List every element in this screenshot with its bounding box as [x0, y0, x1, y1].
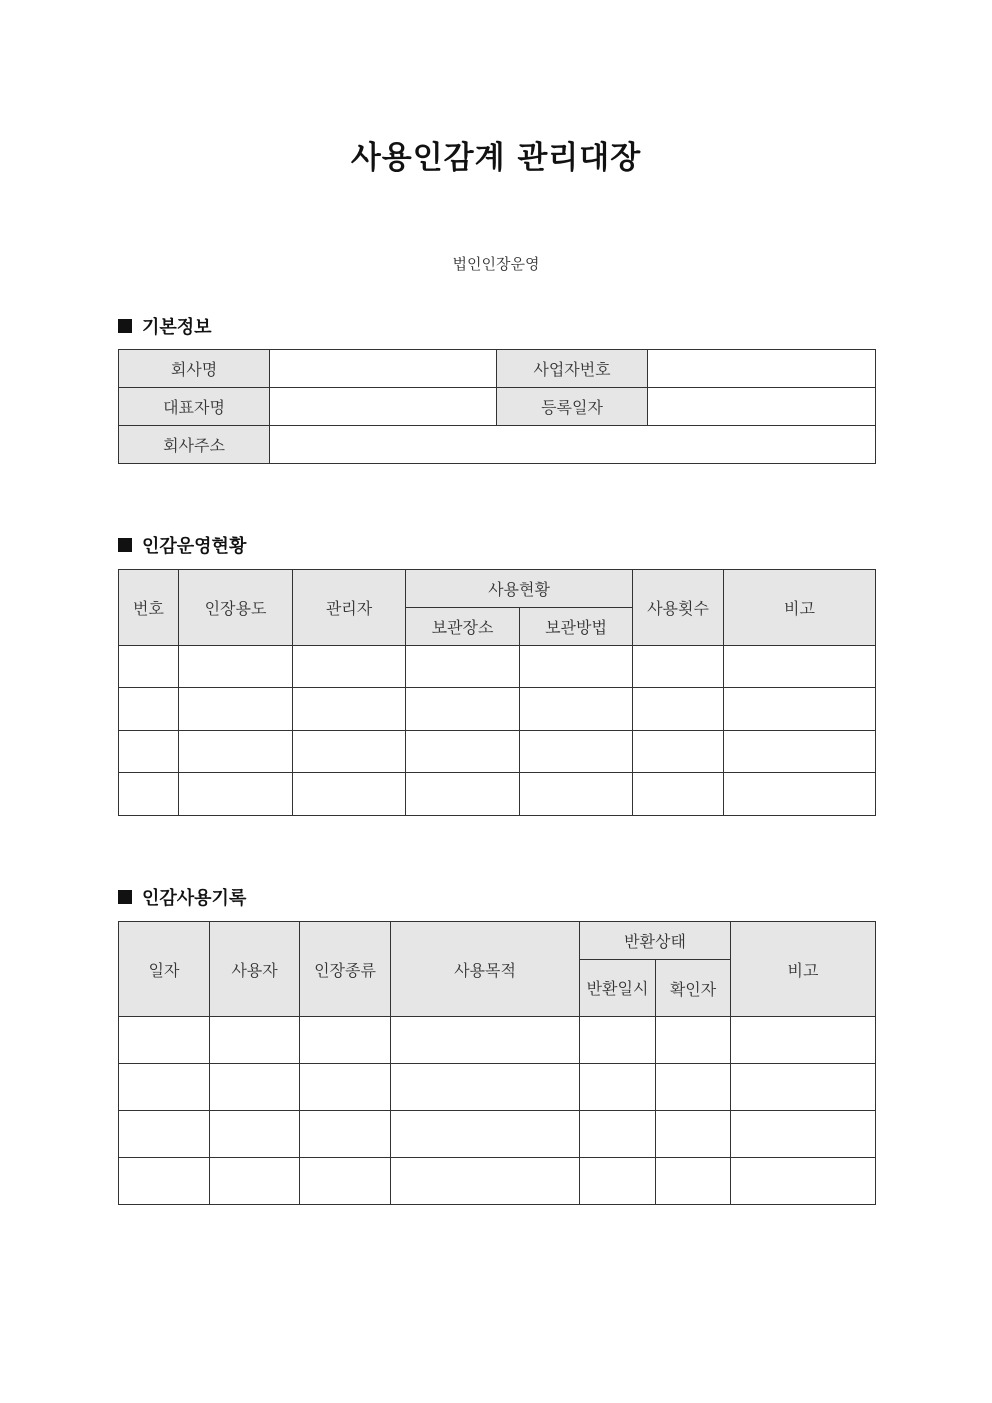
company-name-label: 회사명 — [119, 350, 270, 388]
table-row — [119, 688, 876, 731]
company-address-field[interactable] — [270, 426, 876, 464]
table-cell[interactable] — [520, 688, 633, 731]
table-cell[interactable] — [119, 688, 179, 731]
table-cell[interactable] — [520, 646, 633, 688]
registration-date-field[interactable] — [648, 388, 876, 426]
table-cell[interactable] — [520, 773, 633, 816]
table-cell[interactable] — [724, 646, 876, 688]
table-cell[interactable] — [179, 773, 293, 816]
table-cell[interactable] — [210, 1158, 300, 1205]
table-row — [119, 1158, 876, 1205]
table-cell[interactable] — [633, 688, 724, 731]
table-row — [119, 350, 876, 388]
header-user: 사용자 — [210, 922, 300, 1017]
table-cell[interactable] — [210, 1017, 300, 1064]
header-remarks: 비고 — [724, 570, 876, 646]
table-cell[interactable] — [724, 773, 876, 816]
header-storage-location: 보관장소 — [406, 608, 520, 646]
table-cell[interactable] — [731, 1064, 876, 1111]
table-row — [119, 426, 876, 464]
table-row — [119, 1064, 876, 1111]
table-cell[interactable] — [210, 1111, 300, 1158]
table-cell[interactable] — [210, 1064, 300, 1111]
table-cell[interactable] — [724, 731, 876, 773]
table-cell[interactable] — [300, 1064, 391, 1111]
table-cell[interactable] — [656, 1111, 731, 1158]
table-cell[interactable] — [119, 1064, 210, 1111]
header-usage-status: 사용현황 — [406, 570, 633, 608]
table-cell[interactable] — [119, 646, 179, 688]
table-cell[interactable] — [731, 1111, 876, 1158]
company-address-label: 회사주소 — [119, 426, 270, 464]
company-name-field[interactable] — [270, 350, 497, 388]
table-cell[interactable] — [293, 688, 406, 731]
header-manager: 관리자 — [293, 570, 406, 646]
table-cell[interactable] — [731, 1017, 876, 1064]
seal-usage-log-table — [118, 921, 876, 1205]
table-cell[interactable] — [391, 1158, 580, 1205]
header-seal-purpose: 인장용도 — [179, 570, 293, 646]
representative-field[interactable] — [270, 388, 497, 426]
table-cell[interactable] — [633, 646, 724, 688]
header-number: 번호 — [119, 570, 179, 646]
table-cell[interactable] — [633, 731, 724, 773]
section-heading-seal-status — [118, 532, 246, 558]
section-heading-basic-info — [118, 313, 212, 339]
table-cell[interactable] — [580, 1111, 656, 1158]
table-cell[interactable] — [580, 1064, 656, 1111]
header-return-status: 반환상태 — [580, 922, 731, 960]
business-number-label: 사업자번호 — [497, 350, 648, 388]
table-cell[interactable] — [293, 773, 406, 816]
table-row — [119, 1111, 876, 1158]
header-purpose: 사용목적 — [391, 922, 580, 1017]
table-cell[interactable] — [656, 1158, 731, 1205]
table-cell[interactable] — [293, 646, 406, 688]
representative-label: 대표자명 — [119, 388, 270, 426]
square-bullet-icon — [118, 538, 132, 552]
table-cell[interactable] — [580, 1158, 656, 1205]
table-cell[interactable] — [731, 1158, 876, 1205]
table-cell[interactable] — [520, 731, 633, 773]
header-date: 일자 — [119, 922, 210, 1017]
table-cell[interactable] — [300, 1017, 391, 1064]
table-cell[interactable] — [406, 646, 520, 688]
header-confirmer: 확인자 — [656, 960, 731, 1017]
registration-date-label: 등록일자 — [497, 388, 648, 426]
basic-info-table — [118, 349, 876, 464]
table-cell[interactable] — [406, 688, 520, 731]
table-cell[interactable] — [179, 688, 293, 731]
section-label: 인감사용기록 — [142, 888, 247, 909]
square-bullet-icon — [118, 890, 132, 904]
table-cell[interactable] — [724, 688, 876, 731]
square-bullet-icon — [118, 319, 132, 333]
table-row — [119, 773, 876, 816]
table-cell[interactable] — [633, 773, 724, 816]
table-cell[interactable] — [119, 1017, 210, 1064]
header-storage-method: 보관방법 — [520, 608, 633, 646]
table-cell[interactable] — [656, 1064, 731, 1111]
table-cell[interactable] — [391, 1111, 580, 1158]
header-return-datetime: 반환일시 — [580, 960, 656, 1017]
page-title: 사용인감계 관리대장 — [350, 140, 642, 176]
table-cell[interactable] — [300, 1111, 391, 1158]
table-cell[interactable] — [391, 1064, 580, 1111]
table-row — [119, 1017, 876, 1064]
table-cell[interactable] — [580, 1017, 656, 1064]
seal-status-table — [118, 569, 876, 816]
table-cell[interactable] — [293, 731, 406, 773]
section-label: 인감운영현황 — [142, 536, 247, 557]
table-row — [119, 731, 876, 773]
table-cell[interactable] — [179, 646, 293, 688]
table-cell[interactable] — [119, 1158, 210, 1205]
header-remarks: 비고 — [731, 922, 876, 1017]
table-row — [119, 388, 876, 426]
header-usage-count: 사용횟수 — [633, 570, 724, 646]
section-heading-seal-usage-log — [118, 884, 246, 910]
table-cell[interactable] — [406, 731, 520, 773]
page-subtitle: 법인인장운영 — [452, 255, 540, 273]
table-cell[interactable] — [179, 731, 293, 773]
table-row — [119, 646, 876, 688]
table-cell[interactable] — [119, 731, 179, 773]
table-cell[interactable] — [119, 773, 179, 816]
table-cell[interactable] — [656, 1017, 731, 1064]
business-number-field[interactable] — [648, 350, 876, 388]
table-cell[interactable] — [406, 773, 520, 816]
table-cell[interactable] — [391, 1017, 580, 1064]
table-header-row — [119, 922, 876, 960]
table-cell[interactable] — [300, 1158, 391, 1205]
table-cell[interactable] — [119, 1111, 210, 1158]
header-seal-type: 인장종류 — [300, 922, 391, 1017]
section-label: 기본정보 — [142, 317, 212, 338]
table-header-row — [119, 570, 876, 608]
